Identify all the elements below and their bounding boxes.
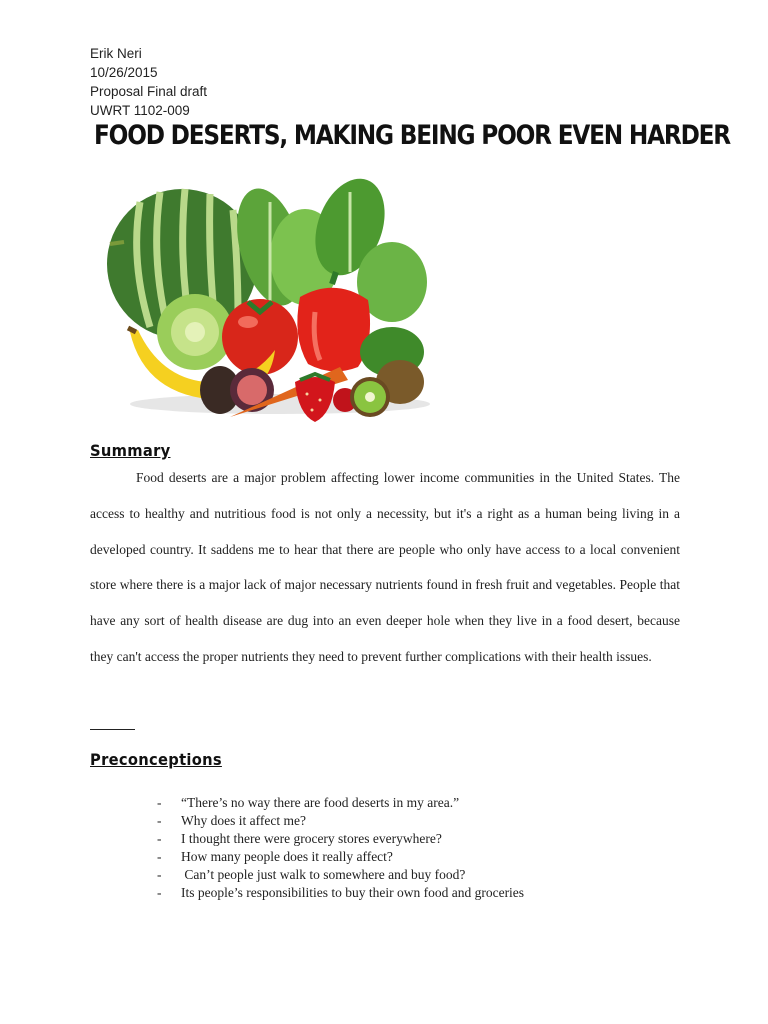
bullet-dash: - [157,867,162,882]
summary-heading: Summary [90,441,171,460]
cabbage-icon [157,294,233,370]
list-item-text: Can’t people just walk to somewhere and buy food? [181,867,466,882]
list-item [157,884,524,902]
document-title: FOOD DESERTS, MAKING BEING POOR EVEN HARDER [94,120,730,151]
document-date: 10/26/2015 [90,65,158,80]
tomato-icon [222,299,298,375]
list-item [157,866,524,884]
list-item [157,794,524,812]
list-item-text: I thought there were grocery stores everywhere? [181,831,442,846]
bullet-dash: - [157,849,162,864]
author-name: Erik Neri [90,46,142,61]
list-item [157,830,524,848]
list-item [157,812,524,830]
bullet-dash: - [157,831,162,846]
fruits-and-vegetables-illustration [100,172,440,432]
summary-paragraph: Food deserts are a major problem affecting lower income communities in the United States. The access to healthy and nutritious food is not only a necessity, but it's a right as a human being living in a developed country. It saddens me to hear that there are people who only have access to a local convenient store where there is a major lack of major necessary nutrients found in fresh fruit and vegetables. People that have any sort of health disease are dug into an even deeper hole when they live in a food desert, because they can't access the proper nutrients they need to prevent further complications with their health issues. [90,470,680,664]
list-item [157,848,524,866]
preconceptions-list [157,794,524,902]
course-code: UWRT 1102-009 [90,103,190,118]
list-item-text: Its people’s responsibilities to buy their own food and groceries [181,885,525,900]
bullet-dash: - [157,795,162,810]
section-divider [90,729,135,730]
document-header [90,44,207,120]
bullet-dash: - [157,813,162,828]
bullet-dash: - [157,885,162,900]
preconceptions-heading: Preconceptions [90,750,222,769]
list-item-text: How many people does it really affect? [181,849,393,864]
strawberry-icon [295,374,335,422]
list-item-text: “There’s no way there are food deserts in my area.” [181,795,460,810]
list-item-text: Why does it affect me? [181,813,306,828]
document-type: Proposal Final draft [90,84,208,99]
